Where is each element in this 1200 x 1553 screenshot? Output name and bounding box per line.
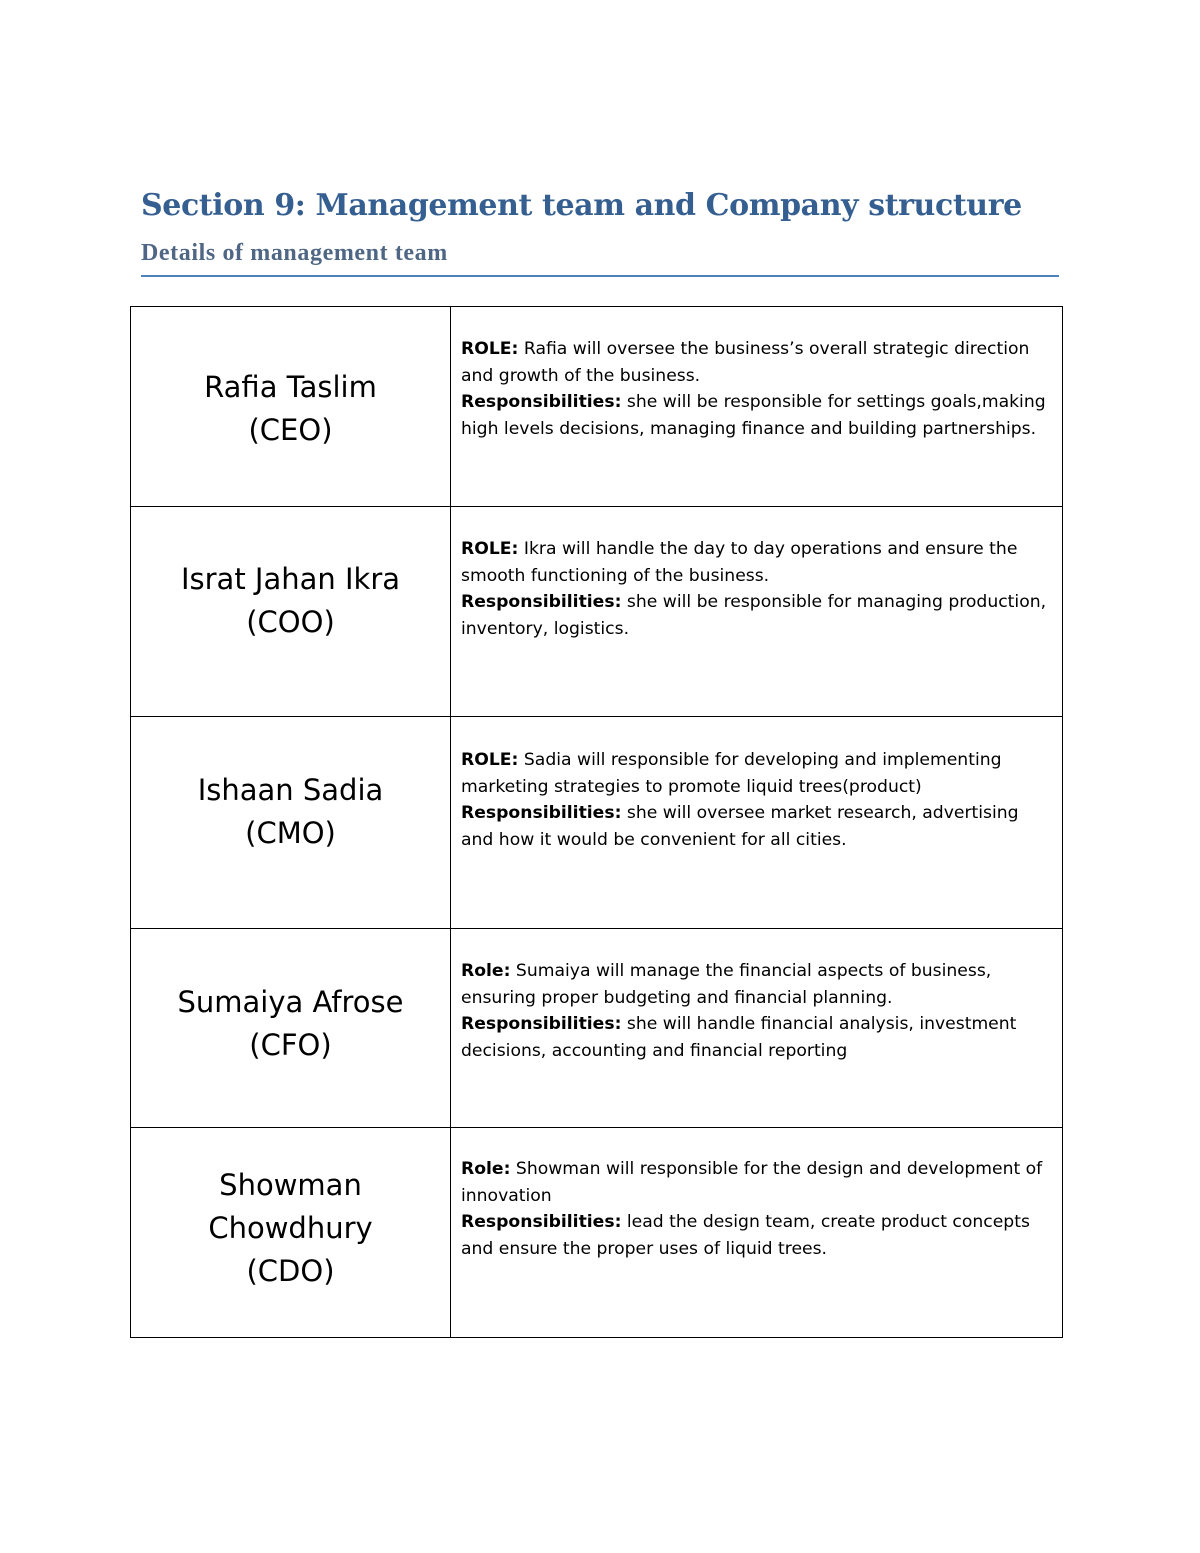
- management-team-table: [130, 306, 1063, 1338]
- responsibilities-paragraph: [461, 589, 1052, 642]
- role-text: Sumaiya will manage the financial aspects of business, ensuring proper budgeting and financial planning.: [461, 961, 992, 1008]
- member-name-line2: Chowdhury: [208, 1211, 373, 1245]
- role-text: Ikra will handle the day to day operations and ensure the smooth functioning of the business.: [461, 539, 1018, 586]
- member-name-cell: [131, 307, 451, 507]
- table-row: [131, 507, 1063, 717]
- responsibilities-paragraph: [461, 1011, 1052, 1064]
- member-description-cell: [451, 1128, 1063, 1338]
- responsibilities-paragraph: [461, 389, 1052, 442]
- role-paragraph: [461, 747, 1052, 800]
- role-label: Role:: [461, 961, 511, 981]
- member-position: (CDO): [246, 1254, 335, 1288]
- responsibilities-label: Responsibilities:: [461, 592, 622, 612]
- member-name: Ishaan Sadia: [197, 772, 384, 807]
- member-position: (CMO): [245, 815, 336, 850]
- role-label: Role:: [461, 1159, 511, 1179]
- table-row: [131, 307, 1063, 507]
- member-position: (COO): [246, 604, 335, 639]
- member-name-cell: [131, 717, 451, 929]
- role-label: ROLE:: [461, 339, 519, 359]
- member-position: (CFO): [249, 1028, 332, 1062]
- member-name-cell: [131, 1128, 451, 1338]
- responsibilities-text: she will be responsible for settings goals,making high levels decisions, managing finance and building partnerships.: [461, 392, 1046, 439]
- responsibilities-label: Responsibilities:: [461, 803, 622, 823]
- member-description-cell: [451, 507, 1063, 717]
- member-description-cell: [451, 717, 1063, 929]
- responsibilities-paragraph: [461, 800, 1052, 853]
- member-name-cell: [131, 929, 451, 1128]
- role-text: Sadia will responsible for developing and implementing marketing strategies to promote liquid trees(product): [461, 750, 1002, 797]
- section-title: Section 9: Management team and Company structure: [141, 188, 1022, 223]
- responsibilities-label: Responsibilities:: [461, 1212, 622, 1232]
- member-name: Israt Jahan Ikra: [180, 561, 401, 596]
- role-paragraph: [461, 336, 1052, 389]
- responsibilities-text: she will be responsible for managing production, inventory, logistics.: [461, 592, 1047, 639]
- member-name-cell: [131, 507, 451, 717]
- responsibilities-paragraph: [461, 1209, 1052, 1262]
- table-row: [131, 717, 1063, 929]
- role-label: ROLE:: [461, 750, 519, 770]
- role-paragraph: [461, 958, 1052, 1011]
- section-subtitle: Details of management team: [141, 240, 448, 266]
- responsibilities-text: she will oversee market research, advertising and how it would be convenient for all cities.: [461, 803, 1019, 850]
- role-paragraph: [461, 536, 1052, 589]
- member-description-cell: [451, 929, 1063, 1128]
- table-row: [131, 1128, 1063, 1338]
- responsibilities-text: lead the design team, create product concepts and ensure the proper uses of liquid trees.: [461, 1212, 1030, 1259]
- member-name: Sumaiya Afrose: [177, 985, 404, 1019]
- member-name: Rafia Taslim: [204, 369, 377, 404]
- role-text: Showman will responsible for the design and development of innovation: [461, 1159, 1043, 1206]
- table-row: [131, 929, 1063, 1128]
- responsibilities-label: Responsibilities:: [461, 1014, 622, 1034]
- member-name-line1: Showman: [219, 1168, 362, 1202]
- member-position: (CEO): [248, 412, 333, 447]
- title-underline-rule: [141, 275, 1059, 277]
- role-label: ROLE:: [461, 539, 519, 559]
- role-paragraph: [461, 1156, 1052, 1209]
- role-text: Rafia will oversee the business’s overall strategic direction and growth of the business.: [461, 339, 1030, 386]
- member-description-cell: [451, 307, 1063, 507]
- responsibilities-text: she will handle financial analysis, investment decisions, accounting and financial reporting: [461, 1014, 1017, 1061]
- responsibilities-label: Responsibilities:: [461, 392, 622, 412]
